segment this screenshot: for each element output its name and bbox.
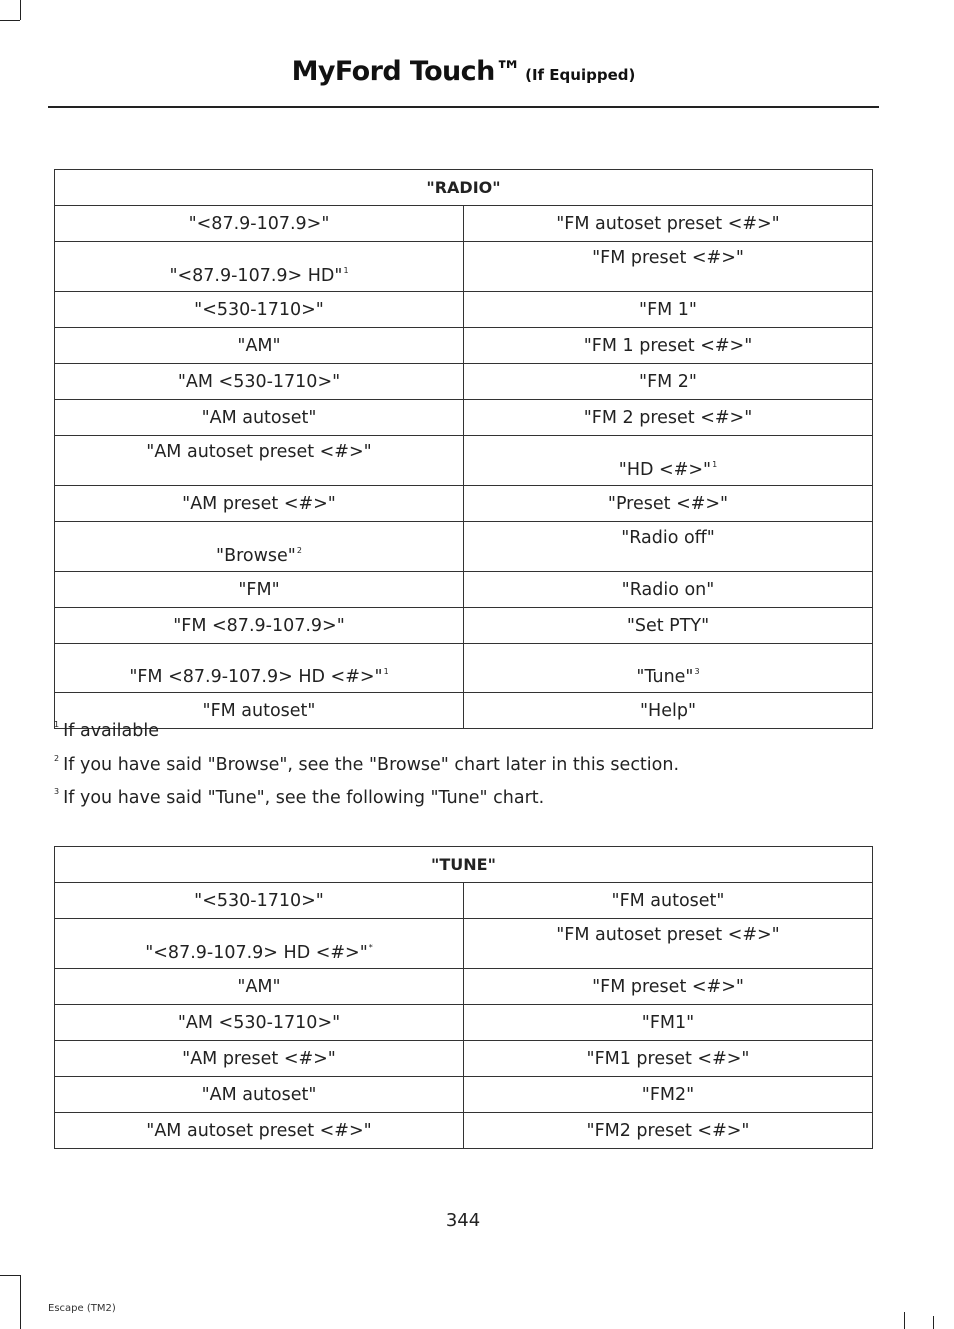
table-cell (55, 364, 464, 400)
command-text: "FM <87.9-107.9>" (173, 615, 345, 636)
table-cell (55, 242, 464, 292)
table-row (55, 572, 873, 608)
tune-commands-table (54, 846, 873, 1149)
command-text: "FM autoset preset <#>" (556, 925, 780, 945)
command-text: "FM autoset preset <#>" (556, 213, 780, 234)
footnote-number: 3 (54, 787, 60, 796)
command-text: "FM" (238, 579, 280, 600)
footnotes (54, 712, 872, 813)
table-cell (55, 522, 464, 572)
command-text: "FM 1 preset <#>" (583, 335, 753, 356)
command-text: "<530-1710>" (194, 299, 324, 320)
crop-mark-bottom-right-vertical-1 (904, 1312, 905, 1329)
command-text: "AM" (237, 335, 281, 356)
table-cell (464, 522, 873, 572)
table-cell (55, 1077, 464, 1113)
footnote-marker: 1 (383, 667, 389, 676)
table-row (55, 883, 873, 919)
footnote (54, 712, 872, 746)
command-text: "Tune" (636, 667, 694, 687)
table-row (55, 1077, 873, 1113)
footnote (54, 779, 872, 813)
table-row (55, 644, 873, 693)
table-cell (464, 436, 873, 486)
table-cell (55, 292, 464, 328)
table-row (55, 969, 873, 1005)
footnote-marker: 1 (343, 266, 349, 275)
table-cell (55, 206, 464, 242)
command-text: "FM preset <#>" (592, 976, 744, 997)
command-text: "Help" (640, 700, 696, 721)
command-text: "FM2 preset <#>" (586, 1120, 750, 1141)
table-row (55, 400, 873, 436)
table-heading: "TUNE" (55, 847, 873, 883)
table-cell (464, 1041, 873, 1077)
footnote-marker: * (368, 943, 373, 952)
command-text: "FM preset <#>" (592, 248, 744, 268)
header-rule (48, 106, 879, 108)
footnote (54, 746, 872, 780)
table-cell (55, 1041, 464, 1077)
table-row (55, 1041, 873, 1077)
table-cell (55, 1113, 464, 1149)
command-text: "AM autoset preset <#>" (146, 442, 372, 462)
table-cell (464, 919, 873, 969)
command-text: "FM 2 preset <#>" (583, 407, 753, 428)
footnote-text: If you have said "Tune", see the following "Tune" chart. (63, 788, 545, 808)
table-cell (464, 328, 873, 364)
footnote-text: If available (63, 721, 159, 741)
table-row (55, 242, 873, 292)
crop-mark-top-left-vertical (20, 0, 21, 20)
footnote-marker: 3 (694, 667, 700, 676)
command-text: "FM1 preset <#>" (586, 1048, 750, 1069)
footnote-text: If you have said "Browse", see the "Browse" chart later in this section. (63, 754, 680, 775)
command-text: "FM2" (641, 1084, 695, 1105)
table-row (55, 486, 873, 522)
command-text: "AM <530-1710>" (177, 1012, 341, 1033)
table-cell (55, 608, 464, 644)
crop-mark-top-left-horizontal (0, 20, 20, 21)
command-text: "FM 2" (639, 371, 697, 392)
footnote-number: 2 (54, 753, 60, 763)
footnote-number: 1 (54, 720, 60, 729)
command-text: "FM1" (641, 1012, 695, 1033)
table-heading: "RADIO" (55, 170, 873, 206)
radio-commands-table (54, 169, 873, 729)
table-cell (464, 364, 873, 400)
command-text: "AM preset <#>" (182, 1048, 336, 1069)
table-cell (464, 206, 873, 242)
table-cell (464, 292, 873, 328)
table-row (55, 1113, 873, 1149)
page-number: 344 (445, 1210, 481, 1231)
command-text: "Radio off" (621, 528, 715, 548)
table-row (55, 1005, 873, 1041)
crop-mark-bottom-left-horizontal (0, 1275, 20, 1276)
table-cell (464, 883, 873, 919)
table-row (55, 364, 873, 400)
table-cell (55, 486, 464, 522)
table-cell (464, 242, 873, 292)
command-text: "AM autoset preset <#>" (146, 1120, 372, 1141)
command-text: "Preset <#>" (607, 493, 729, 514)
page-header (48, 56, 879, 87)
command-text: "AM preset <#>" (182, 493, 336, 514)
command-text: "FM autoset" (202, 700, 316, 721)
crop-mark-bottom-left-vertical (20, 1275, 21, 1329)
table-cell (464, 969, 873, 1005)
page-subtitle: (If Equipped) (525, 66, 636, 84)
table-cell (55, 883, 464, 919)
command-text: "AM <530-1710>" (177, 371, 341, 392)
table-cell (464, 486, 873, 522)
command-text: "FM autoset" (611, 890, 725, 911)
command-text: "FM 1" (639, 299, 697, 320)
table-cell (464, 608, 873, 644)
command-text: "<87.9-107.9> HD <#>" (145, 943, 368, 963)
table-cell (464, 1077, 873, 1113)
table-row (55, 919, 873, 969)
table-cell (55, 969, 464, 1005)
command-text: "AM autoset" (201, 1084, 317, 1105)
footnote-marker: 2 (296, 546, 302, 555)
command-text: "Radio on" (621, 579, 715, 600)
table-cell (55, 919, 464, 969)
table-cell (464, 572, 873, 608)
table-cell (55, 1005, 464, 1041)
table-cell (55, 328, 464, 364)
command-text: "Browse" (216, 546, 296, 566)
command-text: "HD <#>" (618, 460, 712, 480)
table-row (55, 292, 873, 328)
command-text: "<87.9-107.9> HD" (169, 266, 343, 286)
table-cell (464, 1005, 873, 1041)
table-row (55, 522, 873, 572)
table-cell (464, 1113, 873, 1149)
command-text: "Set PTY" (626, 615, 710, 636)
footer-model-label: Escape (TM2) (48, 1303, 116, 1314)
command-text: "<87.9-107.9>" (188, 213, 330, 234)
table-cell (55, 644, 464, 693)
command-text: "AM autoset" (201, 407, 317, 428)
table-row (55, 436, 873, 486)
table-cell (55, 436, 464, 486)
page-title: MyFord Touch™ (291, 56, 522, 87)
table-row (55, 328, 873, 364)
table-cell (55, 572, 464, 608)
command-text: "AM" (237, 976, 281, 997)
table-row (55, 608, 873, 644)
table-row (55, 206, 873, 242)
command-text: "FM <87.9-107.9> HD <#>" (129, 667, 383, 687)
footnote-marker: 1 (712, 460, 718, 469)
command-text: "<530-1710>" (194, 890, 324, 911)
table-cell (464, 400, 873, 436)
table-cell (464, 644, 873, 693)
table-cell (55, 400, 464, 436)
crop-mark-bottom-right-vertical-2 (933, 1316, 934, 1329)
